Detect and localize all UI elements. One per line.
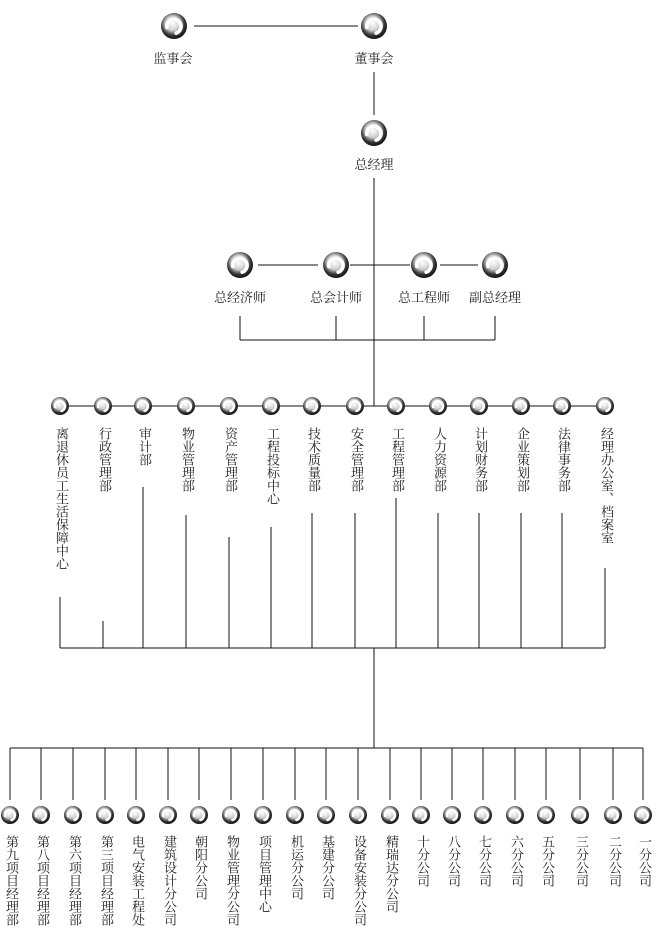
department-node-icon: [429, 397, 447, 415]
department-node-icon: [387, 397, 405, 415]
unit-label: 第六项目经理部: [66, 835, 81, 926]
unit-label: 二分公司: [606, 835, 621, 887]
unit-label: 三分公司: [573, 835, 588, 887]
department-node-icon: [470, 397, 488, 415]
department-label: 法律事务部: [555, 427, 570, 492]
department-node-icon: [596, 397, 614, 415]
unit-label: 六分公司: [508, 835, 523, 887]
unit-label: 七分公司: [476, 835, 491, 887]
unit-node-icon: [506, 806, 524, 824]
supervisors-node-icon: [161, 13, 187, 39]
department-label: 资产管理部: [222, 427, 237, 492]
department-label: 行政管理部: [96, 427, 111, 492]
chief-economist-label: 总经济师: [213, 291, 267, 306]
unit-label: 设备安装分公司: [351, 835, 366, 926]
unit-label: 建筑设计分公司: [161, 835, 176, 926]
department-node-icon: [177, 397, 195, 415]
chief-engineer-label: 总工程师: [397, 291, 451, 306]
unit-node-icon: [443, 806, 461, 824]
department-label: 经理办公室、档案室: [598, 427, 613, 544]
department-node-icon: [346, 397, 364, 415]
unit-node-icon: [317, 806, 335, 824]
unit-node-icon: [96, 806, 114, 824]
chief-node-icon-1: [323, 252, 349, 278]
department-label: 物业管理部: [179, 427, 194, 492]
unit-label: 第三项目经理部: [98, 835, 113, 926]
department-node-icon: [262, 397, 280, 415]
unit-label: 第九项目经理部: [3, 835, 18, 926]
unit-label: 朝阳分公司: [192, 835, 207, 900]
department-label: 人力资源部: [431, 427, 446, 492]
gm-label: 总经理: [354, 158, 394, 173]
department-label: 安全管理部: [348, 427, 363, 492]
unit-node-icon: [381, 806, 399, 824]
unit-node-icon: [286, 806, 304, 824]
unit-label: 项目管理中心: [256, 835, 271, 913]
department-label: 离退休员工生活保障中心: [53, 427, 68, 570]
unit-label: 电气安装工程处: [129, 835, 144, 926]
chief-node-icon-3: [482, 252, 508, 278]
unit-node-icon: [571, 806, 589, 824]
node-icons: [1, 13, 652, 824]
supervisors-label: 监事会: [153, 52, 193, 67]
department-label: 工程管理部: [389, 427, 404, 492]
unit-node-icon: [222, 806, 240, 824]
unit-label: 八分公司: [445, 835, 460, 887]
unit-node-icon: [604, 806, 622, 824]
unit-node-icon: [349, 806, 367, 824]
unit-label: 物业管理分公司: [224, 835, 239, 926]
chief-accountant-label: 总会计师: [309, 291, 363, 306]
chief-node-icon-0: [227, 252, 253, 278]
unit-label: 十分公司: [414, 835, 429, 887]
unit-node-icon: [412, 806, 430, 824]
unit-label: 基建分公司: [319, 835, 334, 900]
unit-node-icon: [64, 806, 82, 824]
unit-label: 精瑞达分公司: [383, 835, 398, 913]
department-node-icon: [134, 397, 152, 415]
unit-node-icon: [474, 806, 492, 824]
unit-label: 一分公司: [636, 835, 651, 887]
department-label: 工程投标中心: [264, 427, 279, 505]
unit-node-icon: [32, 806, 50, 824]
deputy-gm-label: 副总经理: [468, 291, 522, 306]
department-label: 企业策划部: [514, 427, 529, 492]
department-label: 技术质量部: [305, 427, 320, 492]
chief-node-icon-2: [411, 252, 437, 278]
gm-node-icon: [361, 120, 387, 146]
department-node-icon: [94, 397, 112, 415]
board-label: 董事会: [354, 52, 394, 67]
department-node-icon: [553, 397, 571, 415]
unit-node-icon: [634, 806, 652, 824]
unit-label: 五分公司: [539, 835, 554, 887]
department-node-icon: [51, 397, 69, 415]
department-node-icon: [220, 397, 238, 415]
unit-node-icon: [1, 806, 19, 824]
department-node-icon: [303, 397, 321, 415]
board-node-icon: [361, 13, 387, 39]
unit-label: 机运分公司: [288, 835, 303, 900]
unit-node-icon: [159, 806, 177, 824]
department-node-icon: [512, 397, 530, 415]
unit-node-icon: [537, 806, 555, 824]
unit-label: 第八项目经理部: [34, 835, 49, 926]
unit-node-icon: [254, 806, 272, 824]
unit-node-icon: [190, 806, 208, 824]
unit-node-icon: [127, 806, 145, 824]
department-label: 计划财务部: [472, 427, 487, 492]
department-label: 审计部: [136, 427, 151, 466]
